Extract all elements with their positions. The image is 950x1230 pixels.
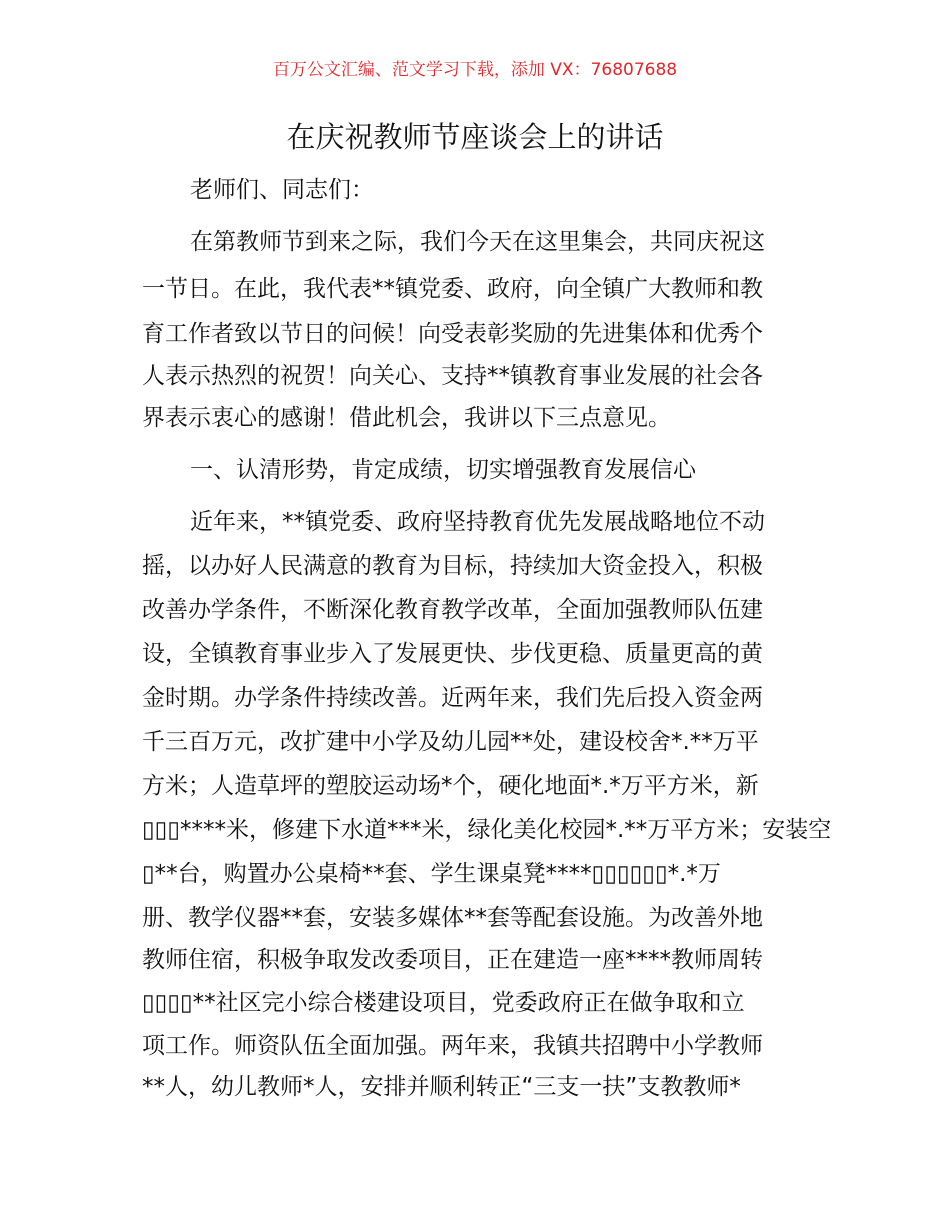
text-line: ▯▯▯▯**社区完小综合楼建设项目，党委政府正在做争取和立	[142, 990, 745, 1016]
text-line: 金时期。办学条件持续改善。近两年来，我们先后投入资金两	[142, 685, 763, 711]
text-line: **人，幼儿教师*人，安排并顺利转正“三支一扶”支教教师*	[142, 1074, 741, 1100]
text-line: 册、教学仪器**套，安装多媒体**套等配套设施。为改善外地	[142, 905, 763, 931]
text-line: 一节日。在此，我代表**镇党委、政府，向全镇广大教师和教	[142, 276, 763, 302]
text-line: 千三百万元，改扩建中小学及幼儿园**处，建设校舍*.**万平	[142, 729, 759, 755]
text-line: 设，全镇教育事业步入了发展更快、步伐更稳、质量更高的黄	[142, 641, 763, 667]
text-line: 育工作者致以节日的问候！向受表彰奖励的先进集体和优秀个	[142, 321, 763, 347]
text-line: 方米；人造草坪的塑胶运动场*个，硬化地面*.*万平方米，新	[142, 773, 759, 799]
text-line: ▯▯▯****米，修建下水道***米，绿化美化校园*.**万平方米；安装空	[142, 817, 832, 843]
text-line: 界表示衷心的感谢！借此机会，我讲以下三点意见。	[142, 405, 671, 431]
watermark-header: 百万公文汇编、范文学习下载，添加 VX：76807688	[272, 60, 678, 80]
section-heading: 一、认清形势，肯定成绩，切实增强教育发展信心	[190, 457, 696, 483]
text-line: 在第教师节到来之际，我们今天在这里集会，共同庆祝这	[190, 229, 765, 255]
text-line: 人表示热烈的祝贺！向关心、支持**镇教育事业发展的社会各	[142, 363, 763, 389]
salutation: 老师们、同志们：	[190, 177, 374, 203]
text-line: ▯**台，购置办公桌椅**套、学生课桌凳****▯▯▯▯▯▯*.*万	[142, 861, 721, 887]
text-line: 摇，以办好人民满意的教育为目标，持续加大资金投入，积极	[142, 553, 763, 579]
text-line: 项工作。师资队伍全面加强。两年来，我镇共招聘中小学教师	[142, 1033, 763, 1059]
text-line: 近年来，**镇党委、政府坚持教育优先发展战略地位不动	[190, 509, 765, 535]
text-line: 教师住宿，积极争取发改委项目，正在建造一座****教师周转	[142, 947, 763, 973]
document-title: 在庆祝教师节座谈会上的讲话	[286, 120, 664, 154]
text-line: 改善办学条件，不断深化教育教学改革，全面加强教师队伍建	[142, 597, 763, 623]
